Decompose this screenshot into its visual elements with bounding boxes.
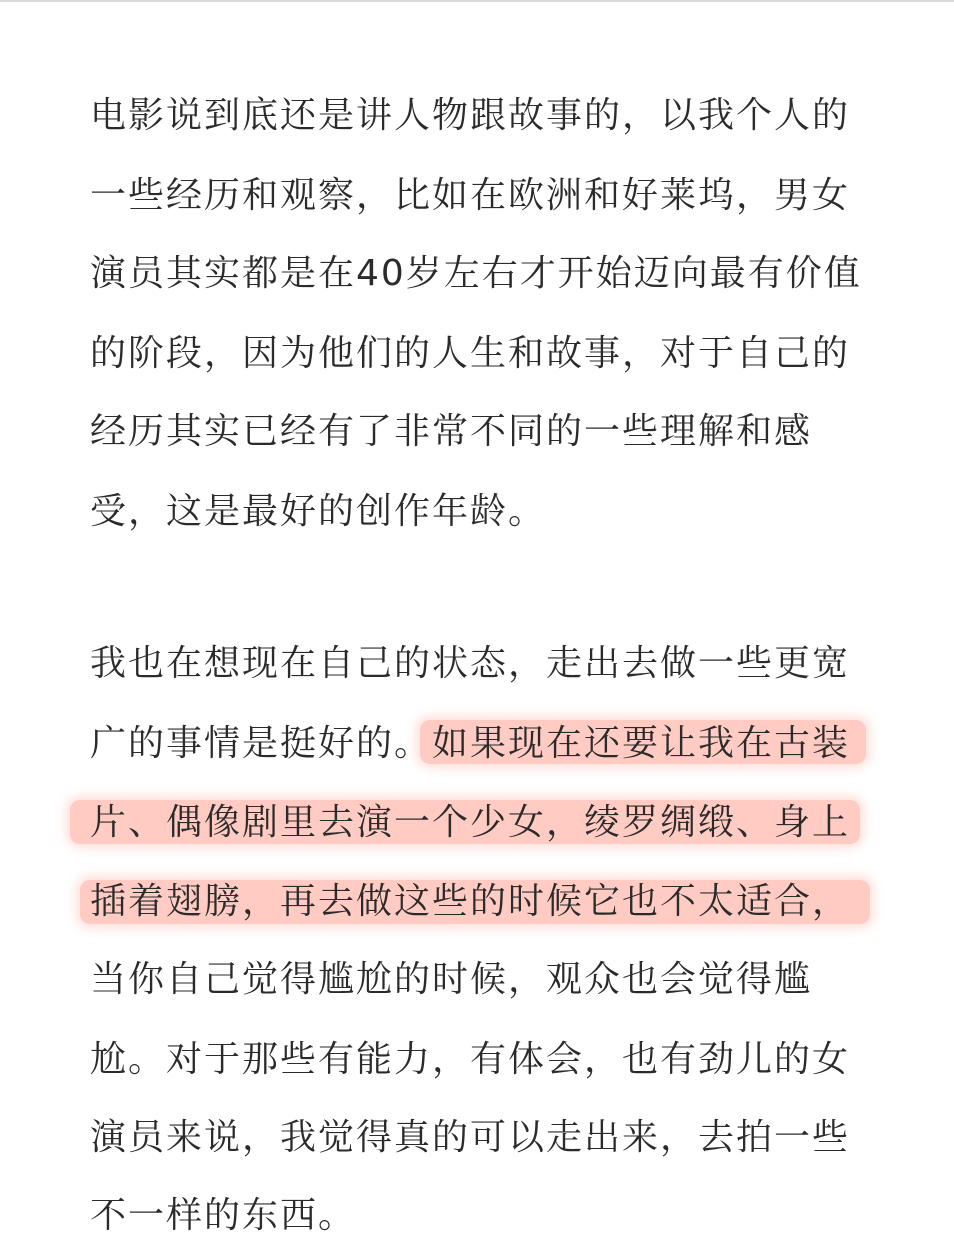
text-line: 经历其实已经有了非常不同的一些理解和感 <box>90 411 813 452</box>
text-line: 受，这是最好的创作年龄。 <box>90 491 547 532</box>
text-line: 演员来说，我觉得真的可以走出来，去拍一些 <box>90 1117 851 1158</box>
text-line: 当你自己觉得尴尬的时候，观众也会觉得尴 <box>90 959 813 1000</box>
text-line: 插着翅膀，再去做这些的时候它也不太适合， <box>90 881 851 922</box>
text-line: 尬。对于那些有能力，有体会，也有劲儿的女 <box>90 1039 851 1080</box>
text-line: 片、偶像剧里去演一个少女，绫罗绸缎、身上 <box>90 802 851 843</box>
text-line: 的阶段，因为他们的人生和故事，对于自己的 <box>90 333 851 374</box>
text-line: 演员其实都是在40岁左右才开始迈向最有价值 <box>90 253 862 294</box>
text-line: 不一样的东西。 <box>90 1195 357 1236</box>
text-line: 我也在想现在自己的状态，走出去做一些更宽 <box>90 643 851 684</box>
text-line: 广的事情是挺好的。如果现在还要让我在古装 <box>90 723 851 764</box>
text-line: 电影说到底还是讲人物跟故事的，以我个人的 <box>90 95 851 136</box>
top-divider <box>0 0 954 2</box>
text-line: 一些经历和观察，比如在欧洲和好莱坞，男女 <box>90 175 851 216</box>
